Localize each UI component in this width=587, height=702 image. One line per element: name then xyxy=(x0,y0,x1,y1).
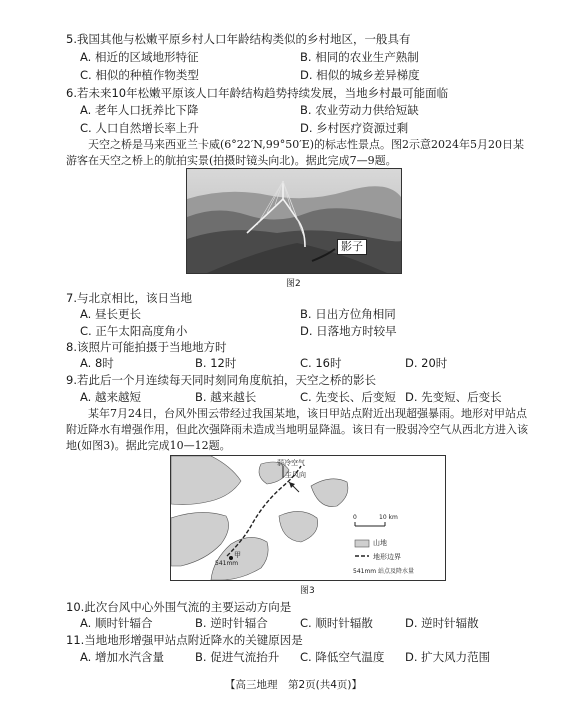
legend-station: 541mm 站点及降水量 xyxy=(353,568,415,575)
q9-option-d: D. 先变短、后变长 xyxy=(405,390,502,404)
q8-option-c: C. 16时 xyxy=(300,356,342,370)
q9-option-a: A. 越来越短 xyxy=(80,390,141,404)
intro-paragraph-2: 某年7月24日，台风外围云带经过我国某地，该日甲站点附近出现超强暴雨。地形对甲站点附近降水有增强作用，但此次强降雨未造成当地明显降温。该日有一股弱冷空气从西北方进入该地(如图3)。据此完成10—12题。 xyxy=(66,407,528,452)
q8-option-a: A. 8时 xyxy=(80,356,114,370)
q7-option-c: C. 正午太阳高度角小 xyxy=(80,324,188,338)
q10-stem: 10.此次台风中心外围气流的主要运动方向是 xyxy=(66,600,292,614)
q11-stem: 11.当地地形增强甲站点附近降水的关键原因是 xyxy=(66,633,303,647)
figure-2-photo xyxy=(186,168,402,274)
scale-ten-km: 10 km xyxy=(379,514,398,521)
q6-option-d: D. 乡村医疗资源过剩 xyxy=(300,121,409,135)
figure-3-caption: 图3 xyxy=(300,586,315,596)
q8-option-d: D. 20时 xyxy=(405,356,448,370)
q5-option-c: C. 相似的种植作物类型 xyxy=(80,68,199,82)
q9-option-c: C. 先变长、后变短 xyxy=(300,390,396,404)
intro-paragraph-1: 天空之桥是马来西亚兰卡威(6°22′N,99°50′E)的标志性景点。图2示意2024年5月20日某游客在天空之桥上的航拍实景(拍摄时镜头向北)。据此完成7—9题。 xyxy=(66,138,525,167)
q9-stem: 9.若此后一个月连续每天同时刻同角度航拍，天空之桥的影长 xyxy=(66,373,376,387)
wind-direction-label: 主风向 xyxy=(285,471,306,479)
q6-stem: 6.若未来10年松嫩平原该人口年龄结构趋势持续发展，当地乡村最可能面临 xyxy=(66,86,449,100)
q11-option-a: A. 增加水汽含量 xyxy=(80,650,164,664)
q5-option-d: D. 相似的城乡差异梯度 xyxy=(300,68,420,82)
q6-option-a: A. 老年人口抚养比下降 xyxy=(80,103,199,117)
legend-mountain: 山地 xyxy=(373,539,387,547)
q5-stem: 5.我国其他与松嫩平原乡村人口年龄结构类似的乡村地区，一般具有 xyxy=(66,32,411,46)
q7-option-b: B. 日出方位角相同 xyxy=(300,307,396,321)
q10-option-c: C. 顺时针辐散 xyxy=(300,616,373,630)
legend-boundary: 地形边界 xyxy=(373,553,401,561)
station-label: 甲 xyxy=(234,551,241,559)
q8-stem: 8.该照片可能拍摄于当地地方时 xyxy=(66,340,227,354)
q11-option-c: C. 降低空气温度 xyxy=(300,650,385,664)
q10-option-b: B. 逆时针辐合 xyxy=(195,616,268,630)
q10-option-a: A. 顺时针辐合 xyxy=(80,616,153,630)
q11-option-b: B. 促进气流抬升 xyxy=(195,650,280,664)
q8-option-b: B. 12时 xyxy=(195,356,237,370)
q10-option-d: D. 逆时针辐散 xyxy=(405,616,479,630)
q5-option-b: B. 相同的农业生产熟制 xyxy=(300,50,419,64)
q9-option-b: B. 越来越长 xyxy=(195,390,257,404)
page-footer: 【高三地理 第2页(共4页)】 xyxy=(224,679,363,691)
q7-option-d: D. 日落地方时较早 xyxy=(300,324,397,338)
figure-2-caption: 图2 xyxy=(286,279,301,289)
scale-zero: 0 xyxy=(353,514,357,521)
q5-option-a: A. 相近的区域地形特征 xyxy=(80,50,199,64)
figure-3-map xyxy=(170,455,446,581)
q6-option-c: C. 人口自然增长率上升 xyxy=(80,121,199,135)
q7-stem: 7.与北京相比，该日当地 xyxy=(66,291,192,305)
q7-option-a: A. 昼长更长 xyxy=(80,307,141,321)
station-value: 541mm xyxy=(215,560,239,567)
q6-option-b: B. 农业劳动力供给短缺 xyxy=(300,103,419,117)
terrain-map xyxy=(171,456,445,580)
q11-option-d: D. 扩大风力范围 xyxy=(405,650,491,664)
cold-air-label: 弱冷空气 xyxy=(277,459,305,467)
sky-bridge-photo xyxy=(187,169,401,273)
shadow-label: 影子 xyxy=(337,239,367,255)
